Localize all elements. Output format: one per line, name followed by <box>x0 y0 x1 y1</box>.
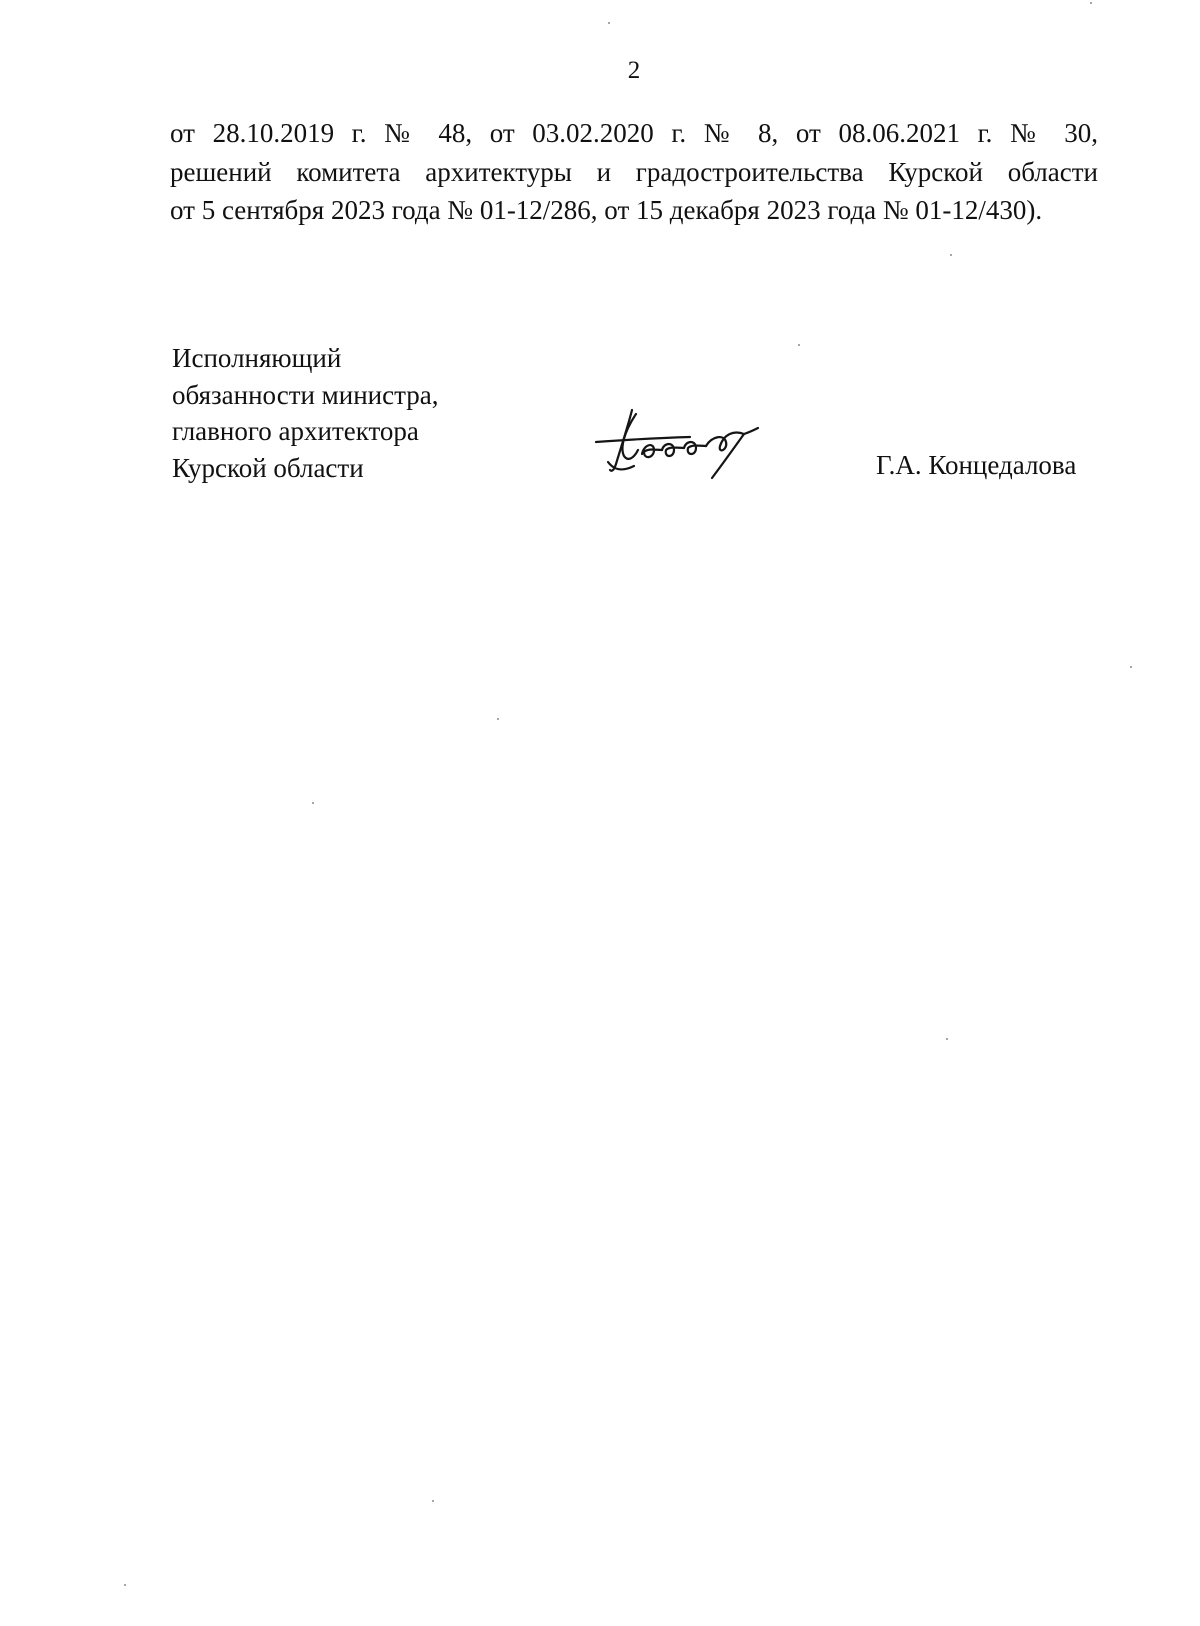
handwritten-signature-icon <box>594 404 784 494</box>
scan-speck <box>946 1038 948 1040</box>
scan-speck <box>312 802 314 804</box>
scan-speck <box>124 1584 126 1586</box>
body-line: от 5 сентября 2023 года № 01-12/286, от 15 декабря 2023 года № 01-12/430). <box>170 195 1043 225</box>
signatory-position-line: главного архитектора <box>172 416 419 446</box>
scan-speck <box>1130 666 1132 668</box>
scan-speck <box>950 254 952 256</box>
signatory-position-line: обязанности министра, <box>172 379 439 410</box>
body-paragraph <box>170 114 1098 230</box>
signatory-position-line: Курской области <box>172 452 364 483</box>
signatory-position-line: Исполняющий <box>172 343 342 373</box>
signatory-position <box>172 340 438 486</box>
signatory-name: Г.А. Концедалова <box>876 450 1077 480</box>
page-number: 2 <box>627 57 641 84</box>
scan-speck <box>497 718 499 720</box>
scan-speck <box>1090 2 1092 4</box>
body-line: решений комитета архитектуры и градостроительства Курской области <box>170 156 1098 187</box>
scan-speck <box>798 344 800 346</box>
scan-speck <box>608 22 610 24</box>
body-line: от 28.10.2019 г. № 48, от 03.02.2020 г. № 8, от 08.06.2021 г. № 30, <box>170 118 1098 148</box>
scan-speck <box>432 1500 434 1502</box>
